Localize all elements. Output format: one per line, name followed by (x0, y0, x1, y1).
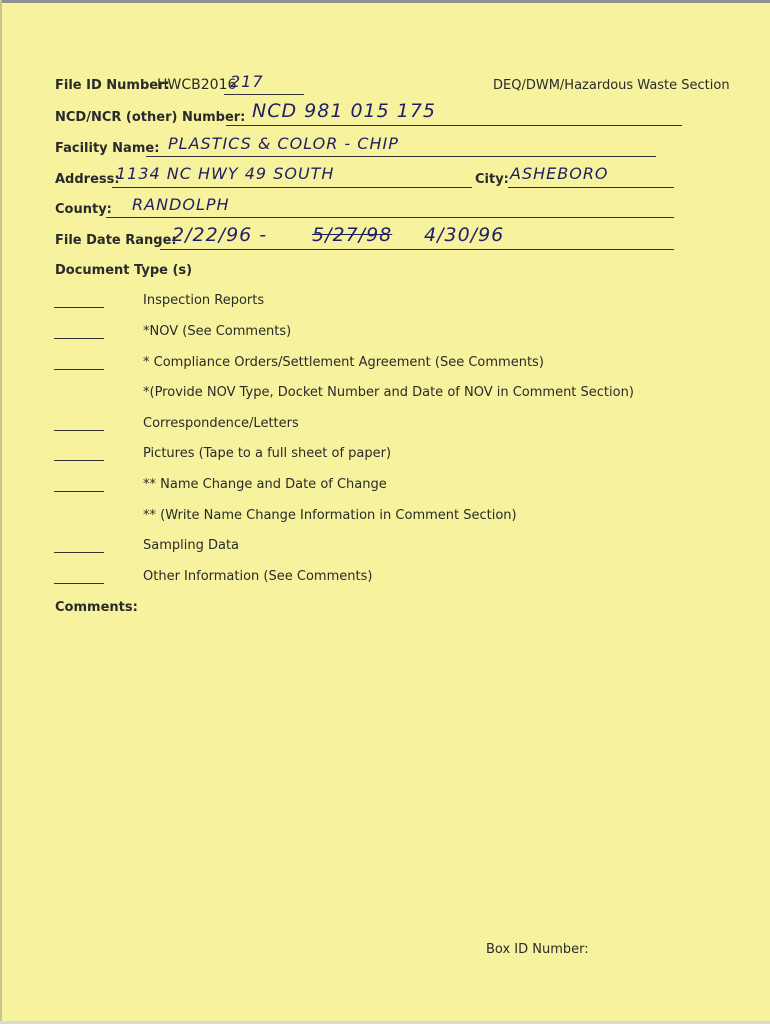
doc-type-nov (54, 324, 734, 344)
file-id-handwritten: 217 (230, 72, 264, 91)
section-title: DEQ/DWM/Hazardous Waste Section (493, 78, 730, 93)
address-value: 1134 NC HWY 49 SOUTH (116, 164, 335, 183)
checkbox-blank[interactable] (54, 491, 104, 492)
city-value: ASHEBORO (510, 164, 609, 183)
document-type-heading: Document Type (s) (55, 263, 193, 278)
checkbox-blank[interactable] (54, 552, 104, 553)
scan-left-edge (0, 0, 2, 1024)
doc-type-name-change (54, 477, 734, 497)
doc-type-pictures (54, 446, 734, 466)
scan-top-edge (0, 0, 770, 3)
ncd-label: NCD/NCR (other) Number: (55, 110, 246, 125)
doc-type-label: * Compliance Orders/Settlement Agreement (See Comments) (143, 355, 544, 370)
doc-type-label: Sampling Data (143, 538, 240, 553)
address-label: Address: (55, 172, 120, 187)
checkbox-blank[interactable] (54, 460, 104, 461)
facility-line (146, 156, 656, 157)
doc-type-name-change-note (54, 508, 734, 528)
doc-type-sampling-data (54, 538, 734, 558)
file-id-label: File ID Number: (55, 78, 170, 93)
county-line (106, 217, 674, 218)
ncd-value: NCD 981 015 175 (252, 100, 437, 122)
facility-value: PLASTICS & COLOR - CHIP (168, 134, 399, 153)
doc-type-label: Other Information (See Comments) (143, 569, 373, 584)
checkbox-blank[interactable] (54, 583, 104, 584)
doc-type-correspondence (54, 416, 734, 436)
ncd-line (226, 125, 682, 126)
date-range-start: 2/22/96 - (172, 224, 268, 246)
city-label: City: (475, 172, 509, 187)
doc-type-nov-note (54, 385, 734, 405)
file-id-prefix: HWCB2016 (157, 77, 237, 93)
checkbox-blank[interactable] (54, 307, 104, 308)
county-value: RANDOLPH (132, 195, 230, 214)
file-id-line (224, 94, 304, 95)
doc-type-note: ** (Write Name Change Information in Comment Section) (143, 508, 517, 523)
checkbox-blank[interactable] (54, 430, 104, 431)
facility-label: Facility Name: (55, 141, 160, 156)
checkbox-blank[interactable] (54, 338, 104, 339)
date-range-line (160, 249, 674, 250)
doc-type-label: ** Name Change and Date of Change (143, 477, 387, 492)
comments-label: Comments: (55, 600, 138, 615)
date-range-label: File Date Range: (55, 233, 177, 248)
date-range-end: 4/30/96 (424, 224, 505, 246)
doc-type-inspection-reports (54, 293, 734, 313)
doc-type-label: Inspection Reports (143, 293, 265, 308)
doc-type-label: *NOV (See Comments) (143, 324, 292, 339)
doc-type-label: Correspondence/Letters (143, 416, 299, 431)
checkbox-blank[interactable] (54, 369, 104, 370)
doc-type-compliance-orders (54, 355, 734, 375)
doc-type-note: *(Provide NOV Type, Docket Number and Date of NOV in Comment Section) (143, 385, 634, 400)
address-line (112, 187, 472, 188)
city-line (508, 187, 674, 188)
box-id-label: Box ID Number: (486, 942, 589, 957)
county-label: County: (55, 202, 112, 217)
doc-type-other-information (54, 569, 734, 589)
date-range-struck: 5/27/98 (312, 224, 393, 246)
doc-type-label: Pictures (Tape to a full sheet of paper) (143, 446, 392, 461)
